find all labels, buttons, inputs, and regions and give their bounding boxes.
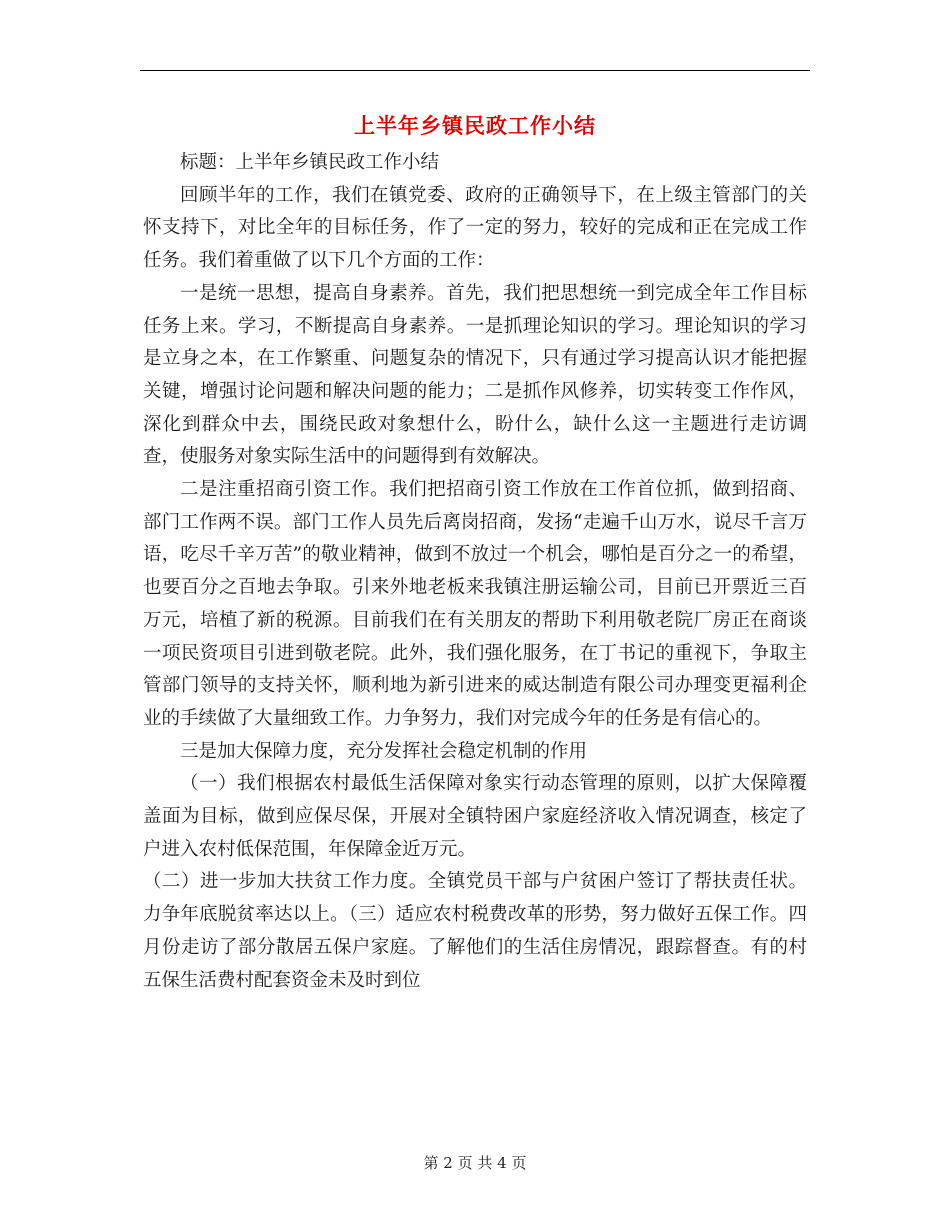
document-body (143, 147, 807, 997)
header-rule (140, 70, 810, 71)
paragraph-review: 回顾半年的工作，我们在镇党委、政府的正确领导下，在上级主管部门的关怀支持下，对比全年的目标任务，作了一定的努力，较好的完成和正在完成工作任务。我们着重做了以下几个方面的工作： (143, 184, 807, 272)
paragraph-security-heading: 三是加大保障力度，充分发挥社会稳定机制的作用 (180, 740, 588, 762)
page-number-footer: 第 2 页 共 4 页 (423, 1154, 527, 1172)
paragraph-subject-line: 标题：上半年乡镇民政工作小结 (180, 152, 440, 173)
paragraph-minimum-living: （一）我们根据农村最低生活保障对象实行动态管理的原则，以扩大保障覆盖面为目标，做到应保尽保，开展对全镇特困户家庭经济收入情况调查，核定了户进入农村低保范围，年保障金近万元。 (143, 773, 807, 860)
paragraph-unify-thinking: 一是统一思想，提高自身素养。首先，我们把思想统一到完成全年工作目标任务上来。学习，不断提高自身素养。一是抓理论知识的学习。理论知识的学习是立身之本，在工作繁重、问题复杂的情况下，只有通过学习提高认识才能把握关键，增强讨论问题和解决问题的能力；二是抓作风修养，切实转变工作作风，深化到群众中去，围绕民政对象想什么，盼什么，缺什么这一主题进行走访调查，使服务对象实际生活中的问题得到有效解决。 (143, 282, 807, 468)
paragraph-poverty-relief: （二）进一步加大扶贫工作力度。全镇党员干部与户贫困户签订了帮扶责任状。力争年底脱贫率达以上。（三）适应农村税费改革的形势，努力做好五保工作。四月份走访了部分散居五保户家庭。了解他们的生活住房情况，跟踪督查。有的村五保生活费村配套资金未及时到位 (143, 871, 807, 991)
document-title: 上半年乡镇民政工作小结 (354, 114, 596, 138)
paragraph-investment: 二是注重招商引资工作。我们把招商引资工作放在工作首位抓，做到招商、部门工作两不误。部门工作人员先后离岗招商，发扬“走遍千山万水，说尽千言万语，吃尽千辛万苦”的敬业精神，做到不放过一个机会，哪怕是百分之一的希望，也要百分之百地去争取。引来外地老板来我镇注册运输公司，目前已开票近三百万元，培植了新的税源。目前我们在有关朋友的帮助下利用敬老院厂房正在商谈一项民资项目引进到敬老院。此外，我们强化服务，在丁书记的重视下，争取主管部门领导的支持关怀，顺利地为新引进来的威达制造有限公司办理变更福利企业的手续做了大量细致工作。力争努力，我们对完成今年的任务是有信心的。 (143, 479, 807, 729)
